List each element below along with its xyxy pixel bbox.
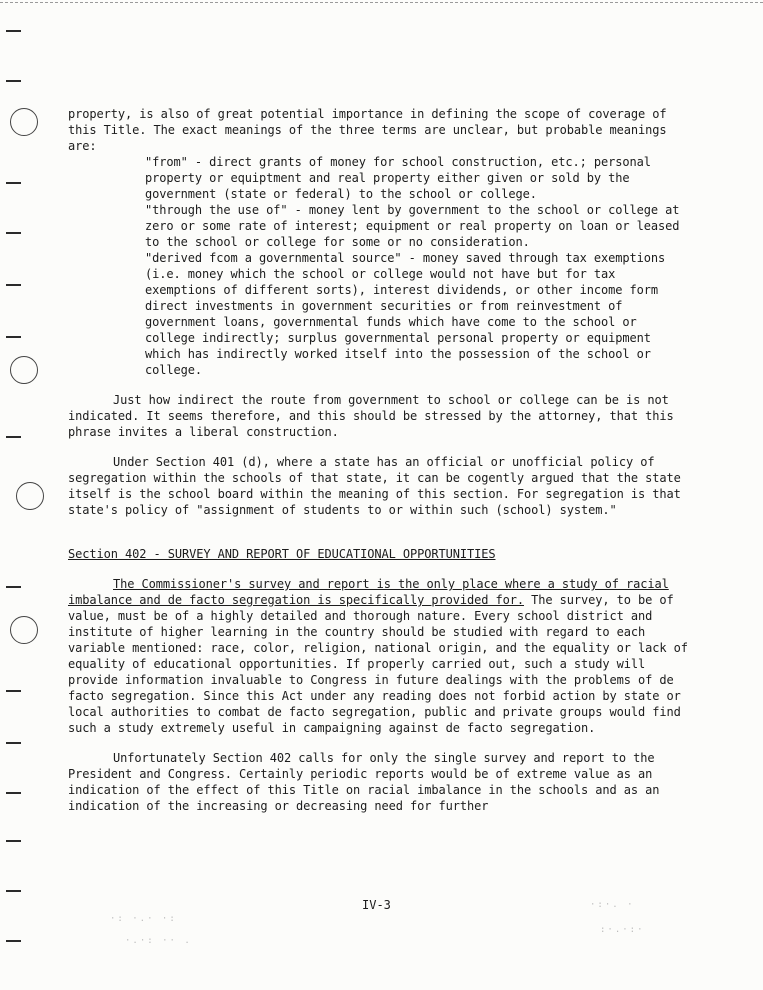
binder-margin	[0, 0, 50, 990]
scan-noise: ·.·: ·· .	[125, 936, 192, 946]
punch-hole-icon	[10, 108, 38, 136]
section-401-paragraph	[68, 454, 688, 518]
opening-paragraph: property, is also of great potential importance in defining the scope of coverage of this Title. The exact meanings of the three terms are unclear, but probable meanings are:	[68, 107, 667, 153]
definition-derived-source: "derived fcom a governmental source" - money saved through tax exemptions (i.e. money which the school or college would not have but for tax exemptions of different sorts), interest dividends, or other income form direct investments in government securities or from reinvestment of government loans, governmental funds which have come to the school or college indirectly; surplus governmental personal property or equipment which has indirectly worked itself into the possession of the school or college.	[145, 251, 666, 377]
survey-underlined-text: The Commissioner's survey and report is the only place where a study of racial imbalance and de facto segregation is specifically provided for.	[68, 577, 669, 607]
margin-tick-mark	[6, 284, 21, 286]
margin-tick-mark	[6, 182, 21, 184]
scan-noise: :·.·:·	[600, 925, 645, 935]
document-body	[68, 106, 688, 814]
margin-tick-mark	[6, 80, 21, 82]
margin-tick-mark	[6, 840, 21, 842]
definitions-list	[68, 154, 688, 378]
margin-tick-mark	[6, 30, 21, 32]
margin-tick-mark	[6, 792, 21, 794]
punch-hole-icon	[16, 482, 44, 510]
margin-tick-mark	[6, 232, 21, 234]
margin-tick-mark	[6, 586, 21, 588]
definition-through-use: "through the use of" - money lent by government to the school or college at zero or some rate of interest; equipment or real property on loan or leased to the school or college for some or no consideration.	[145, 203, 680, 249]
page-top-edge	[0, 2, 763, 3]
punch-hole-icon	[10, 616, 38, 644]
route-paragraph	[68, 392, 688, 440]
unfortunately-text: Unfortunately Section 402 calls for only the single survey and report to the President and Congress. Certainly periodic reports would be of extreme value as an indication of the effect of this Title on racial imbalance in the schools and as an indication of the increasing or decreasing need for further	[68, 751, 660, 813]
margin-tick-mark	[6, 890, 21, 892]
scan-noise: ·: ·.· ·:	[110, 914, 177, 924]
margin-tick-mark	[6, 436, 21, 438]
page-number: IV-3	[362, 898, 391, 912]
section-402-heading: Section 402 - SURVEY AND REPORT OF EDUCATIONAL OPPORTUNITIES	[68, 547, 496, 561]
survey-paragraph	[68, 576, 688, 736]
scan-noise: ·:·. ·	[590, 900, 635, 910]
margin-tick-mark	[6, 690, 21, 692]
section-401-text: Under Section 401 (d), where a state has an official or unofficial policy of segregation within the schools of that state, it can be cogently argued that the state itself is the school board within the meaning of this section. For segregation is that state's policy of "assignment of students to or within such (school) system."	[68, 455, 681, 517]
punch-hole-icon	[10, 356, 38, 384]
unfortunately-paragraph	[68, 750, 688, 814]
definition-from: "from" - direct grants of money for school construction, etc.; personal property or equiptment and real property either given or sold by the government (state or federal) to the school or college.	[145, 155, 651, 201]
survey-text: The survey, to be of value, must be of a highly detailed and thorough nature. Every school district and institute of higher learning in the country should be studied with regard to each variable mentioned: race, color, religion, national origin, and the equality or lack of equality of educational opportunities. If properly carried out, such a study will provide information invaluable to Congress in future dealings with the problems of de facto segregation. Since this Act under any reading does not forbid action by state or local authorities to combat de facto segregation, public and private groups would find such a study extremely useful in campaigning against de facto segregation.	[68, 593, 688, 735]
route-text: Just how indirect the route from government to school or college can be is not indicated. It seems therefore, and this should be stressed by the attorney, that this phrase invites a liberal construction.	[68, 393, 674, 439]
margin-tick-mark	[6, 336, 21, 338]
margin-tick-mark	[6, 940, 21, 942]
margin-tick-mark	[6, 742, 21, 744]
